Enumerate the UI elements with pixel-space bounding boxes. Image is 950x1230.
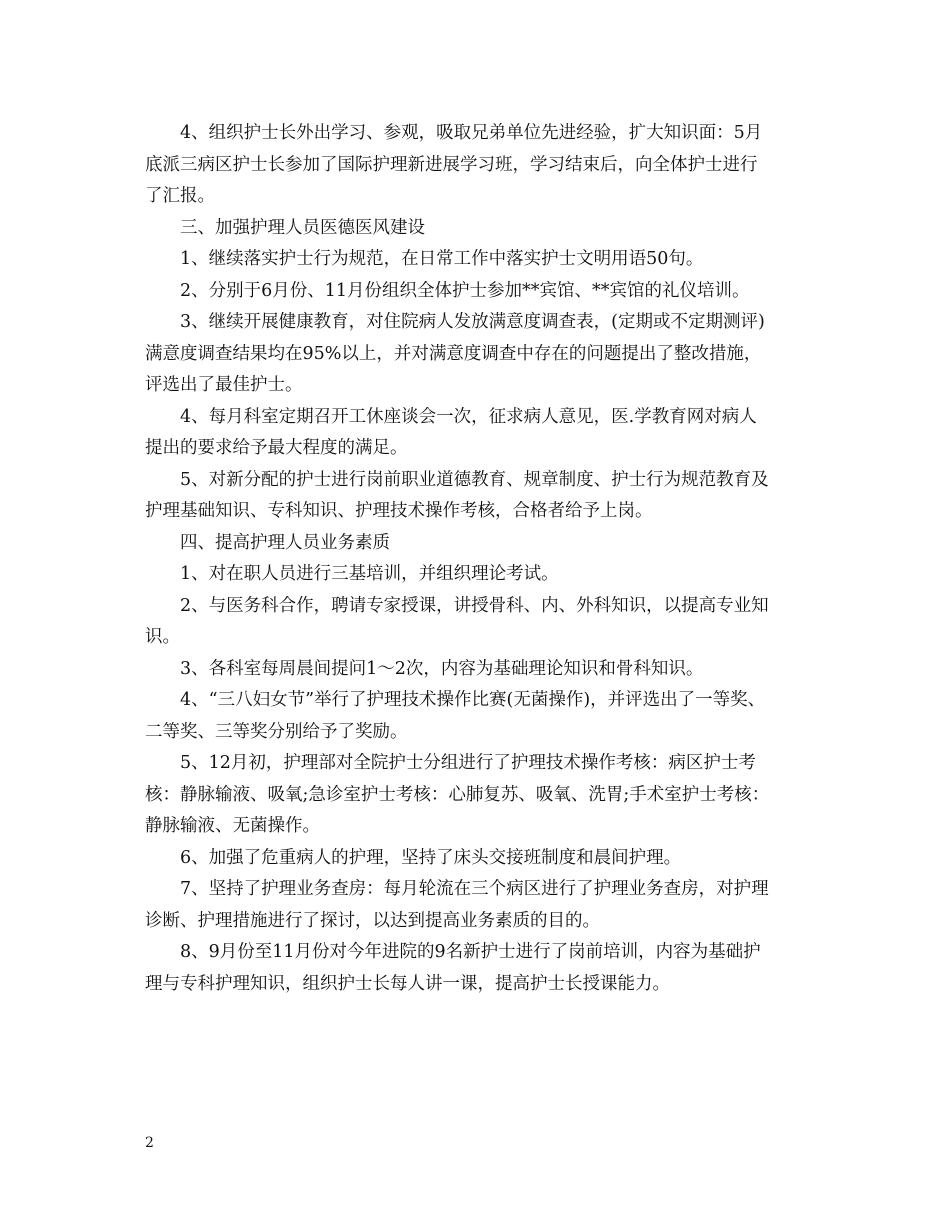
text-line: 四、提高护理人员业务素质 — [180, 532, 390, 553]
text-line: 7、坚持了护理业务查房：每月轮流在三个病区进行了护理业务查房，对护理 — [180, 879, 769, 899]
document-body — [145, 118, 815, 1000]
paragraph-section-4-item-4 — [145, 685, 815, 748]
paragraph-section-4-heading — [145, 528, 815, 560]
text-line: 5、对新分配的护士进行岗前职业道德教育、规章制度、护士行为规范教育及 — [180, 469, 769, 490]
text-line: 提出的要求给予最大程度的满足。 — [145, 438, 408, 458]
text-line: 识。 — [145, 627, 180, 647]
text-line: 2、与医务科合作，聘请专家授课，讲授骨科、内、外科知识，以提高专业知 — [180, 595, 769, 616]
paragraph-section-3-item-5 — [145, 465, 815, 528]
text-line: 1、继续落实护士行为规范，在日常工作中落实护士文明用语50句。 — [180, 249, 704, 269]
text-line: 3、各科室每周晨间提问1～2次，内容为基础理论知识和骨科知识。 — [180, 658, 704, 679]
text-line: 理与专科护理知识，组织护士长每人讲一课，提高护士长授课能力。 — [145, 973, 670, 994]
text-line: 诊断、护理措施进行了探讨，以达到提高业务素质的目的。 — [145, 910, 600, 931]
paragraph-section-3-heading — [145, 213, 815, 245]
text-line: 护理基础知识、专科知识、护理技术操作考核，合格者给予上岗。 — [145, 501, 653, 521]
text-line: 1、对在职人员进行三基培训，并组织理论考试。 — [180, 564, 559, 584]
text-line: 底派三病区护士长参加了国际护理新进展学习班，学习结束后，向全体护士进行 — [145, 154, 758, 175]
text-line: 二等奖、三等奖分别给予了奖励。 — [145, 721, 408, 742]
text-line: 评选出了最佳护士。 — [145, 375, 303, 395]
paragraph-section-4-item-2 — [145, 591, 815, 654]
paragraph-section-3-item-1 — [145, 244, 815, 276]
text-line: 8、9月份至11月份对今年进院的9名新护士进行了岗前培训，内容为基础护 — [180, 942, 761, 962]
paragraph-section-4-item-6 — [145, 843, 815, 875]
text-line: 核：静脉输液、吸氧;急诊室护士考核：心肺复苏、吸氧、洗胃;手术室护士考核： — [145, 784, 770, 805]
text-line: 4、每月科室定期召开工休座谈会一次，征求病人意见，医.学教育网对病人 — [180, 406, 757, 427]
text-line: 2、分别于6月份、11月份组织全体护士参加**宾馆、**宾馆的礼仪培训。 — [180, 280, 750, 301]
paragraph-section-4-item-3 — [145, 654, 815, 686]
text-line: 6、加强了危重病人的护理，坚持了床头交接班制度和晨间护理。 — [180, 847, 682, 868]
paragraph-section-4-item-1 — [145, 559, 815, 591]
text-line: 满意度调查结果均在95%以上，并对满意度调查中存在的问题提出了整改措施， — [145, 343, 762, 364]
paragraph-section-4-item-5 — [145, 748, 815, 843]
text-line: 5、12月初，护理部对全院护士分组进行了护理技术操作考核：病区护士考 — [180, 753, 756, 773]
paragraph-section-3-item-3 — [145, 307, 815, 402]
paragraph-section-4-item-8 — [145, 937, 815, 1000]
text-line: 4、“三八妇女节”举行了护理技术操作比赛(无菌操作)，并评选出了一等奖、 — [180, 690, 766, 710]
paragraph-section-4-item-7 — [145, 874, 815, 937]
paragraph-section-3-item-2 — [145, 276, 815, 308]
text-line: 三、加强护理人员医德医风建设 — [180, 217, 425, 238]
text-line: 4、组织护士长外出学习、参观，吸取兄弟单位先进经验，扩大知识面：5月 — [180, 123, 763, 143]
paragraph-item-4-study-trips — [145, 118, 815, 213]
text-line: 了汇报。 — [145, 186, 215, 206]
text-line: 静脉输液、无菌操作。 — [145, 816, 320, 836]
text-line: 3、继续开展健康教育，对住院病人发放满意度调查表，(定期或不定期测评) — [180, 312, 765, 332]
page-number: 2 — [145, 1135, 154, 1151]
paragraph-section-3-item-4 — [145, 402, 815, 465]
